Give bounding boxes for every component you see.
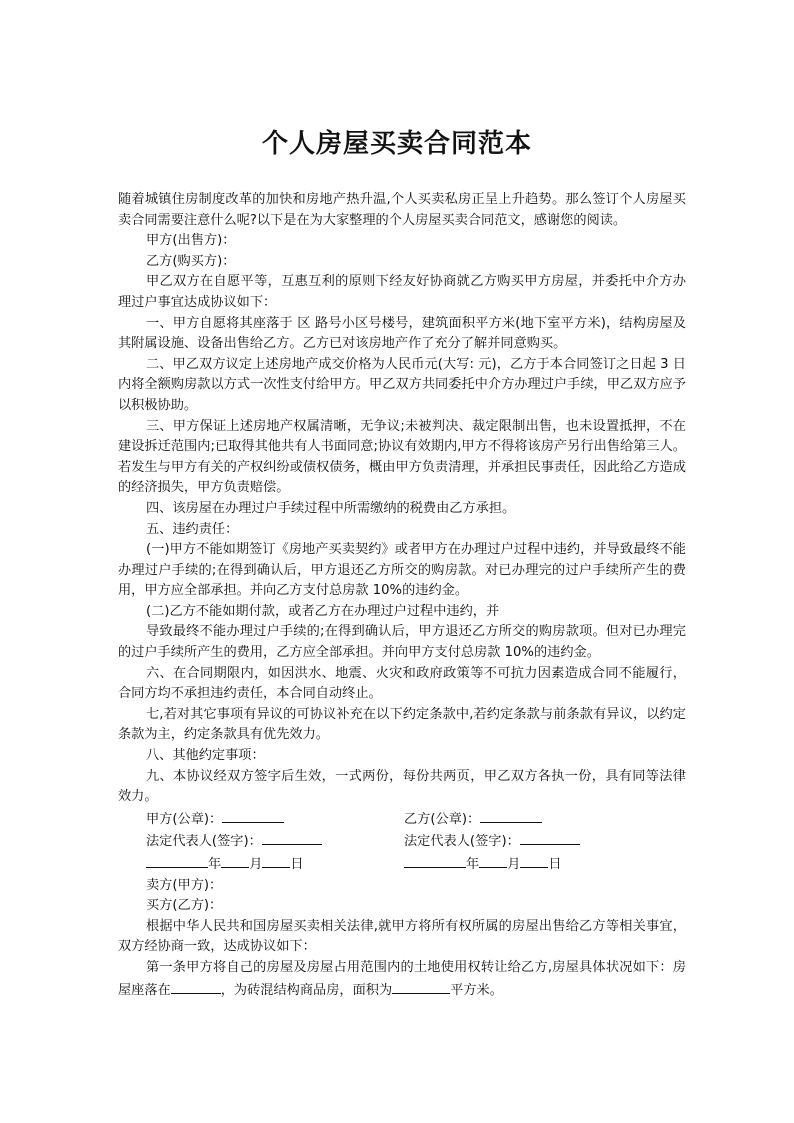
party-b-date [404, 853, 686, 876]
clause-6: 六、在合同期限内，如因洪水、地震、火灾和政府政策等不可抗力因素造成合同不能履行，合同方均不承担违约责任，本合同自动终止。 [118, 665, 686, 702]
party-b-seal-label: 乙方(公章)： [404, 811, 481, 827]
clause-2: 二、甲乙双方议定上述房地产成交价格为人民币元(大写: 元)，乙方于本合同签订之日起 3 日内将全额购房款以方式一次性支付给甲方。甲乙双方共同委托中介方办理过户手续，甲乙双方应予以积极协助。 [118, 356, 686, 413]
article-1-part-a: 第一条甲方将自己的房屋及房屋占用范围内的土地使用权转让给乙方,房屋具体状况如下：房屋座落在 [118, 959, 686, 998]
clause-9: 九、本协议经双方签字后生效，一式两份，每份共两页，甲乙双方各执一份，具有同等法律效力。 [118, 768, 686, 805]
party-a-day-label: 日 [290, 857, 304, 872]
party-a-rep-blank [262, 830, 322, 845]
party-a-month-label: 月 [249, 857, 263, 872]
party-a-year-blank [146, 853, 208, 868]
article-1 [118, 958, 686, 1001]
article-1-part-c: 平方米。 [450, 982, 503, 998]
party-b-day-label: 日 [548, 857, 562, 872]
intro-paragraph: 随着城镇住房制度改革的加快和房地产热升温,个人买卖私房正呈上升趋势。那么签订个人房屋买卖合同需要注意什么呢?以下是在为大家整理的个人房屋买卖合同范文，感谢您的阅读。 [118, 192, 686, 228]
party-b-rep [404, 830, 686, 853]
party-a-seal-label: 甲方(公章)： [146, 811, 223, 827]
party-b-month-label: 月 [507, 857, 521, 872]
seller-line: 卖方(甲方)： [146, 877, 223, 893]
signature-rep-row [118, 830, 686, 853]
clause-1: 一、甲方自愿将其座落于 区 路号小区号楼号，建筑面积平方米(地下室平方米)，结构房屋及其附属设施、设备出售给乙方。乙方已对该房地产作了充分了解并同意购买。 [118, 315, 686, 352]
buyer-line: 买方(乙方)： [146, 898, 223, 914]
clause-4: 四、该房屋在办理过户手续过程中所需缴纳的税费由乙方承担。 [146, 500, 516, 516]
document-title: 个人房屋买卖合同范本 [261, 129, 532, 159]
party-b-line: 乙方(购买方)： [146, 253, 236, 269]
party-a-rep-label: 法定代表人(签字)： [146, 834, 262, 850]
party-b-seal [404, 808, 686, 831]
party-a-day-blank [262, 853, 290, 868]
clause-8: 八、其他约定事项： [146, 748, 265, 764]
party-a-date [146, 853, 404, 876]
party-a-year-label: 年 [208, 857, 222, 872]
party-a-rep [146, 830, 404, 853]
party-b-rep-label: 法定代表人(签字)： [404, 834, 520, 850]
area-blank [392, 979, 450, 994]
clause-5-2: (二)乙方不能如期付款，或者乙方在办理过户过程中违约，并 [146, 603, 500, 619]
party-b-year-label: 年 [466, 857, 480, 872]
clause-5-1: (一)甲方不能如期签订《房地产买卖契约》或者甲方在办理过户过程中违约，并导致最终不能办理过户手续的;在得到确认后，甲方退还乙方所交的购房款。对已办理完的过户手续所产生的费用，甲方应全部承担。并向乙方支付总房款 10%的违约金。 [118, 542, 686, 599]
signature-date-row [118, 853, 686, 876]
agreement-paragraph: 甲乙双方在自愿平等，互惠互利的原则下经友好协商就乙方购买甲方房屋，并委托中介方办理过户事宜达成协议如下： [118, 274, 686, 310]
clause-3: 三、甲方保证上述房地产权属清晰，无争议;未被判决、裁定限制出售，也未设置抵押，不在建设拆迁范围内;已取得其他共有人书面同意;协议有效期内,甲方不得将该房产另行出售给第三人。若发生与甲方有关的产权纠纷或债权债务，概由甲方负责清理，并承担民事责任，因此给乙方造成的经济损失，甲方负责赔偿。 [118, 418, 686, 496]
signature-seal-row [118, 808, 686, 831]
law-paragraph: 根据中华人民共和国房屋买卖相关法律,就甲方将所有权所属的房屋出售给乙方等相关事宜，双方经协商一致，达成协议如下： [118, 918, 686, 955]
party-b-year-blank [404, 853, 466, 868]
party-a-month-blank [221, 853, 249, 868]
article-1-part-b: ，为砖混结构商品房，面积为 [220, 982, 393, 998]
party-a-line: 甲方(出售方)： [146, 233, 236, 249]
location-blank [171, 979, 221, 994]
party-b-day-blank [520, 853, 548, 868]
party-a-seal [146, 808, 404, 831]
party-b-month-blank [479, 853, 507, 868]
party-b-seal-blank [480, 808, 542, 823]
document-body [118, 190, 686, 1001]
party-b-rep-blank [520, 830, 580, 845]
clause-7: 七,若对其它事项有异议的可协议补充在以下约定条款中,若约定条款与前条款有异议，以约定条款为主，约定条款具有优先效力。 [118, 706, 686, 743]
clause-5-2-continued: 导致最终不能办理过户手续的;在得到确认后，甲方退还乙方所交的购房款项。但对已办理完的过户手续所产生的费用，乙方应全部承担。并向甲方支付总房款 10%的违约金。 [118, 624, 686, 661]
clause-5: 五、违约责任： [146, 521, 239, 537]
party-a-seal-blank [222, 808, 284, 823]
